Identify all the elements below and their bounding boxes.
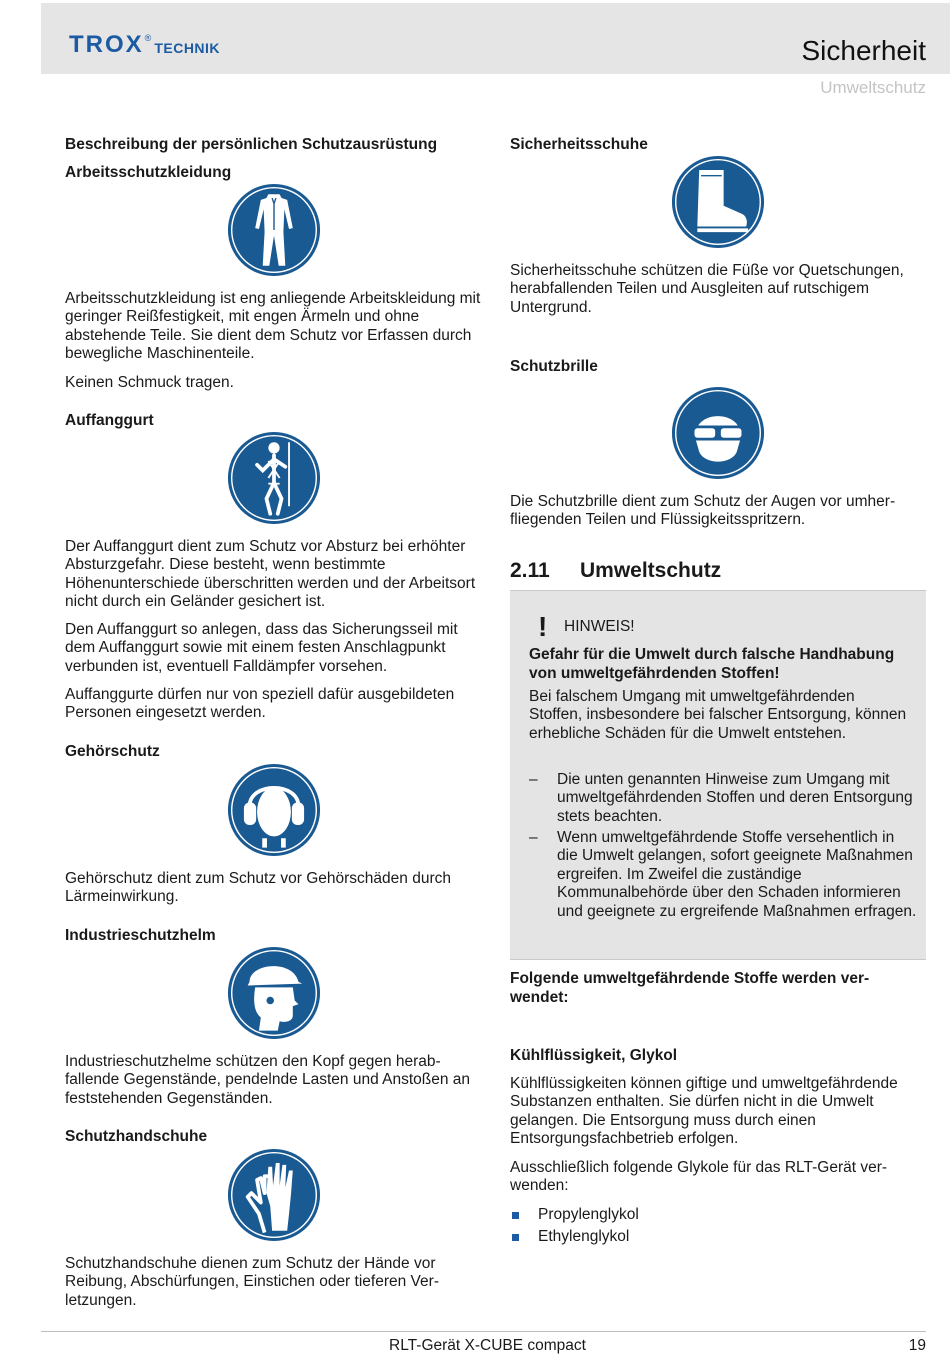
goggles-text: Die Schutzbrille dient zum Schutz der Augen vor umherfliegenden Teilen und Flüssigkeitsspritzern. bbox=[510, 493, 896, 529]
glycol-text: Ausschließlich folgende Glykole für das RLT-Gerät verwenden: bbox=[510, 1159, 888, 1195]
logo-subtitle: TECHNIK bbox=[154, 40, 221, 56]
square-bullet-icon bbox=[512, 1212, 519, 1219]
logo-registered-mark: ® bbox=[144, 33, 152, 43]
notice-list-item bbox=[529, 771, 919, 827]
harness-text-3: Auffanggurte dürfen nur von speziell dafür ausgebildeten Personen eingesetzt werden. bbox=[65, 686, 455, 722]
helmet-text: Industrieschutzhelme schützen den Kopf gegen herabfallende Gegenstände, pendelnde Lasten und Anstoßen an feststehenden Gegenständen. bbox=[65, 1053, 471, 1107]
substances-heading: Folgende umweltgefährdende Stoffe werden verwendet: bbox=[510, 970, 870, 1006]
list-item-text: Ethylenglykol bbox=[538, 1228, 630, 1245]
section-number: 2.11 bbox=[510, 559, 550, 582]
ear-protection-icon bbox=[227, 763, 321, 857]
chapter-subtitle: Umweltschutz bbox=[820, 78, 926, 97]
trox-logo bbox=[69, 33, 220, 57]
harness-title: Auffanggurt bbox=[65, 412, 154, 429]
page-header bbox=[41, 3, 950, 74]
section-title: Umweltschutz bbox=[580, 559, 722, 582]
notice-list-item bbox=[529, 829, 919, 939]
goggles-title: Schutzbrille bbox=[510, 358, 598, 375]
notice-list-text: Die unten genannten Hinweise zum Umgang mit umweltgefährdenden Stoffen und deren Entsorgung stets beachten. bbox=[557, 771, 913, 825]
notice-box bbox=[510, 590, 926, 960]
exclamation-icon: ! bbox=[538, 611, 548, 642]
footer-divider bbox=[41, 1331, 926, 1332]
list-item-text: Propylenglykol bbox=[538, 1206, 639, 1223]
harness-text-2: Den Auffanggurt so anlegen, dass das Sicherungsseil mit dem Auffanggurt sowie mit einem festen Anschlagpunkt verbunden ist, eventuell Falldämpfer vorsehen. bbox=[65, 621, 458, 675]
notice-warning: Gefahr für die Umwelt durch falsche Handhabung von umweltgefährdenden Stoffen! bbox=[529, 646, 895, 682]
ppe-heading: Beschreibung der persönlichen Schutzausrüstung bbox=[65, 136, 438, 153]
notice-label: HINWEIS! bbox=[564, 618, 635, 635]
clothing-title: Arbeitsschutzkleidung bbox=[65, 164, 232, 181]
shoes-title: Sicherheitsschuhe bbox=[510, 136, 648, 153]
dash-bullet: – bbox=[529, 829, 538, 846]
gloves-icon bbox=[227, 1148, 321, 1242]
gloves-text: Schutzhandschuhe dienen zum Schutz der Hände vor Reibung, Abschürfungen, Einstichen oder tieferen Verletzungen. bbox=[65, 1255, 439, 1309]
safety-goggles-icon bbox=[671, 386, 765, 480]
gloves-title: Schutzhandschuhe bbox=[65, 1128, 208, 1145]
dash-bullet: – bbox=[529, 771, 538, 788]
coolant-text: Kühlflüssigkeiten können giftige und umweltgefährdende Substanzen enthalten. Sie dürfen nicht in die Umwelt gelangen. Die Entsorgung muss durch einen Entsorgungsfachbetrieb erfolgen. bbox=[510, 1075, 898, 1148]
notice-body: Bei falschem Umgang mit umweltgefährdenden Stoffen, insbesondere bei falscher Entsorgung, können erhebliche Schäden für die Umwelt entstehen. bbox=[529, 688, 907, 742]
helmet-title: Industrieschutzhelm bbox=[65, 927, 216, 944]
hearing-text: Gehörschutz dient zum Schutz vor Gehörschäden durch Lärmeinwirkung. bbox=[65, 870, 451, 906]
notice-list-text: Wenn umweltgefährdende Stoffe versehentlich in die Umwelt gelangen, sofort geeignete Maßnahmen ergreifen. Im Zweifel die zuständige Kommunalbehörde über den Schaden informieren und geeignete zu ergreifende Maßnahmen erfragen. bbox=[557, 829, 917, 920]
clothing-note: Keinen Schmuck tragen. bbox=[65, 374, 234, 391]
hearing-title: Gehörschutz bbox=[65, 743, 160, 760]
square-bullet-icon bbox=[512, 1234, 519, 1241]
page-number: 19 bbox=[908, 1337, 926, 1354]
safety-boot-icon bbox=[671, 155, 765, 249]
chapter-title: Sicherheit bbox=[801, 35, 926, 66]
coolant-title: Kühlflüssigkeit, Glykol bbox=[510, 1047, 678, 1064]
footer-document-title: RLT-Gerät X-CUBE compact bbox=[389, 1337, 586, 1354]
clothing-text: Arbeitsschutzkleidung ist eng anliegende Arbeitskleidung mit geringer Reißfestigkeit, mit engen Ärmeln und ohne abstehende Teile. Sie dient dem Schutz vor Erfassen durch bewegliche Maschinenteile. bbox=[65, 290, 481, 363]
logo-wordmark: TROX bbox=[69, 31, 144, 58]
harness-text-1: Der Auffanggurt dient zum Schutz vor Absturz bei erhöhter Absturzgefahr. Diese besteht, wenn bestimmte Höhenunterschiede überschritten werden und der Arbeitsort nicht durch ein Geländer gesichert ist. bbox=[65, 538, 476, 611]
shoes-text: Sicherheitsschuhe schützen die Füße vor Quetschungen, herabfallenden Teilen und Ausgleiten auf rutschigem Untergrund. bbox=[510, 262, 904, 316]
hard-hat-icon bbox=[227, 946, 321, 1040]
protective-clothing-icon bbox=[227, 183, 321, 277]
safety-harness-icon bbox=[227, 431, 321, 525]
